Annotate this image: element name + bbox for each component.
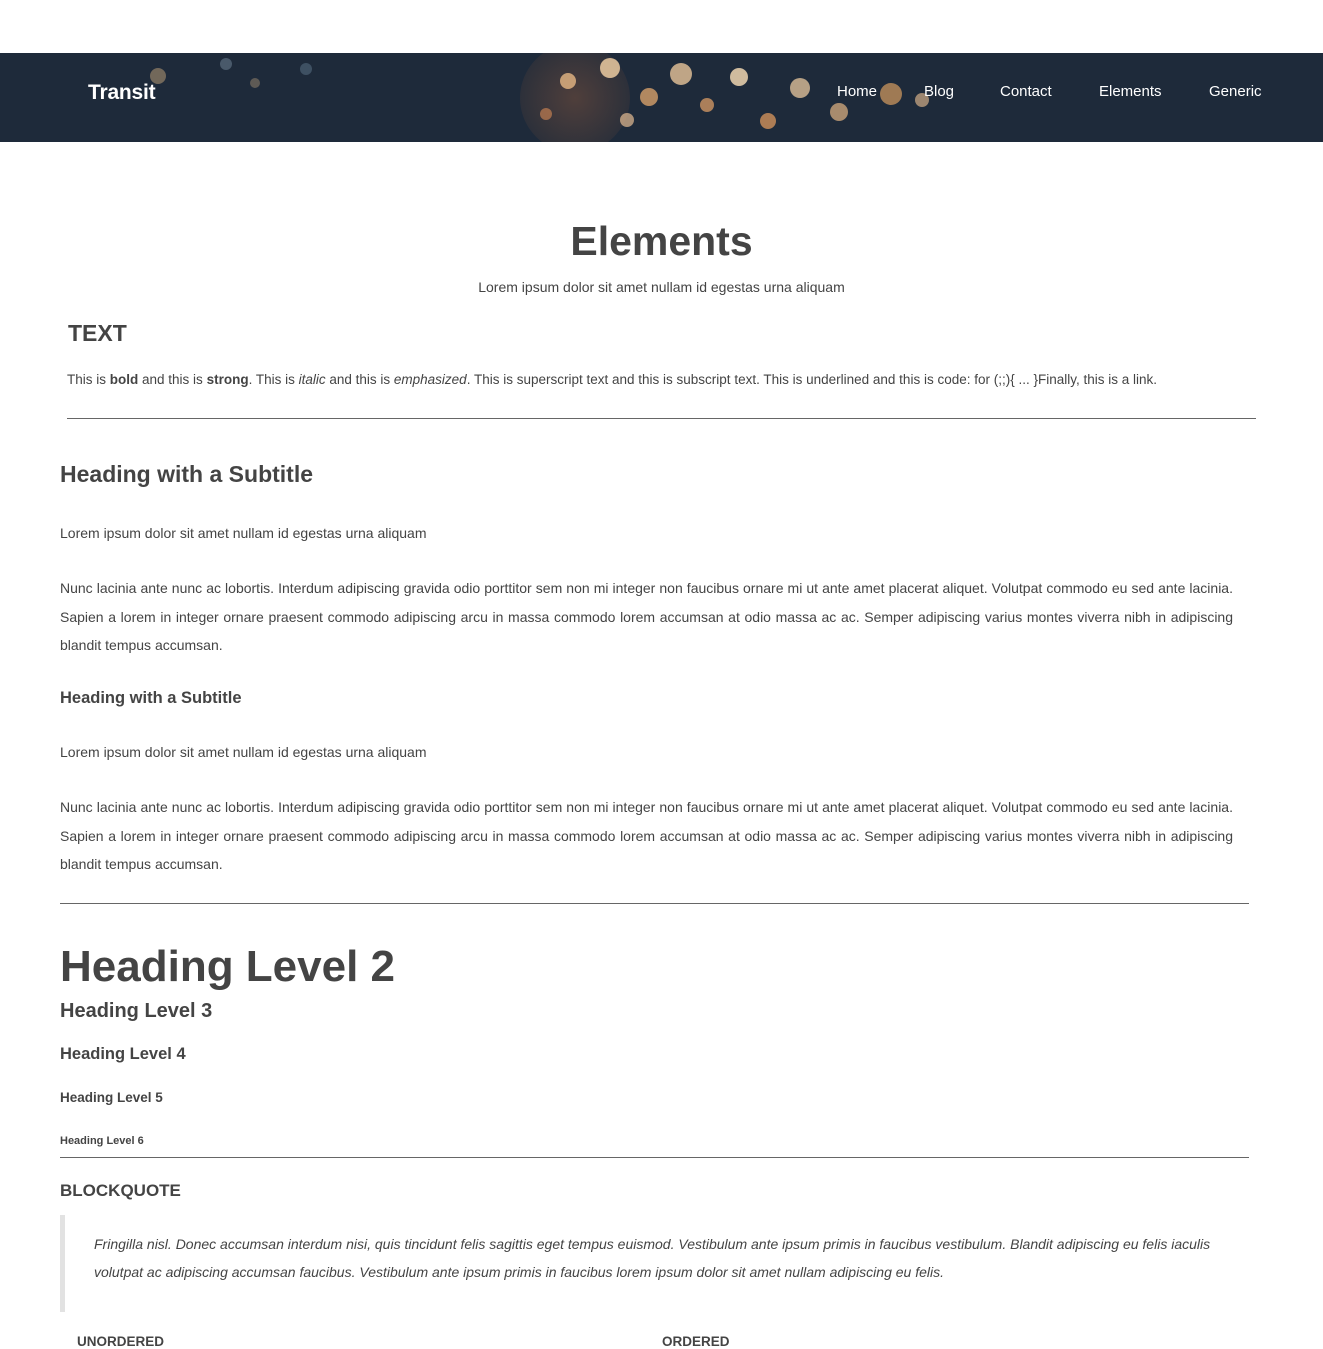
text-sample-line [67, 372, 1157, 387]
text-plain: and this is [138, 372, 207, 387]
text-plain: . [1153, 372, 1158, 387]
heading-level-4: Heading Level 4 [60, 1045, 186, 1063]
heading-level-6: Heading Level 6 [60, 1135, 144, 1147]
section-subtitle: Lorem ipsum dolor sit amet nullam id egestas urna aliquam [60, 744, 427, 760]
heading-level-2: Heading Level 2 [60, 942, 396, 991]
nav-generic[interactable]: Generic [1209, 83, 1262, 100]
text-strong: strong [206, 372, 249, 387]
text-plain: . This is [248, 372, 299, 387]
text-italic: italic [298, 372, 326, 387]
text-plain: and this is code: [869, 372, 975, 387]
text-emphasized: emphasized [393, 372, 467, 387]
nav-blog[interactable]: Blog [924, 83, 955, 100]
nav-contact[interactable]: Contact [1000, 83, 1052, 100]
site-header [0, 53, 1323, 142]
text-plain: . This is [466, 372, 517, 387]
nav-elements[interactable]: Elements [1099, 83, 1162, 100]
blockquote-heading: BLOCKQUOTE [60, 1181, 181, 1200]
text-plain: Finally, [1038, 372, 1084, 387]
page-subtitle: Lorem ipsum dolor sit amet nullam id egestas urna aliquam [478, 279, 845, 295]
ordered-list-heading: ORDERED [662, 1334, 730, 1349]
section-paragraph: Nunc lacinia ante nunc ac lobortis. Interdum adipiscing gravida odio porttitor sem non mi integer non faucibus ornare mi ut ante amet placerat aliquet. Volutpat commodo eu sed ante lacinia. Sapien a lorem in integer ornare praesent commodo adipiscing arcu in massa commodo lorem accumsan at odio massa ac ac. Semper adipiscing varius montes viverra nibh in adipiscing blandit tempus accumsan. [60, 799, 1233, 872]
blockquote: Fringilla nisl. Donec accumsan interdum nisi, quis tincidunt felis sagittis eget tempus euismod. Vestibulum ante ipsum primis in faucibus vestibulum. Blandit adipiscing eu felis iaculis volutpat ac adipiscing accumsan faucibus. Vestibulum ante ipsum primis in faucibus lorem ipsum dolor sit amet nullam adipiscing eu felis. [60, 1215, 1230, 1312]
unordered-list-heading: UNORDERED [77, 1334, 165, 1349]
text-bold: bold [109, 372, 139, 387]
main-nav [0, 83, 1323, 107]
text-underlined: underlined [806, 372, 870, 387]
text-plain: This is [67, 372, 110, 387]
divider [67, 418, 1256, 419]
page-title: Elements [570, 218, 753, 264]
site-logo[interactable]: Transit [88, 81, 156, 104]
text-code: for (;;){ ... } [974, 372, 1038, 387]
text-superscript: superscript [516, 372, 583, 387]
section-subtitle: Lorem ipsum dolor sit amet nullam id egestas urna aliquam [60, 525, 427, 541]
section-paragraph: Nunc lacinia ante nunc ac lobortis. Interdum adipiscing gravida odio porttitor sem non mi integer non faucibus ornare mi ut ante amet placerat aliquet. Volutpat commodo eu sed ante lacinia. Sapien a lorem in integer ornare praesent commodo adipiscing arcu in massa commodo lorem accumsan at odio massa ac ac. Semper adipiscing varius montes viverra nibh in adipiscing blandit tempus accumsan. [60, 580, 1233, 653]
section-heading-subtitle: Heading with a Subtitle [60, 461, 314, 487]
divider [60, 1157, 1249, 1158]
heading-level-3: Heading Level 3 [60, 1000, 213, 1022]
section-heading-subtitle-small: Heading with a Subtitle [60, 689, 242, 707]
divider [60, 903, 1249, 904]
text-link[interactable]: this is a link [1083, 372, 1154, 387]
text-plain: text and this is [582, 372, 677, 387]
text-plain: and this is [325, 372, 394, 387]
nav-home[interactable]: Home [837, 83, 878, 100]
text-plain: text. This is [730, 372, 807, 387]
text-section-heading: TEXT [68, 320, 127, 346]
heading-level-5: Heading Level 5 [60, 1090, 163, 1105]
text-subscript: subscript [676, 372, 731, 387]
